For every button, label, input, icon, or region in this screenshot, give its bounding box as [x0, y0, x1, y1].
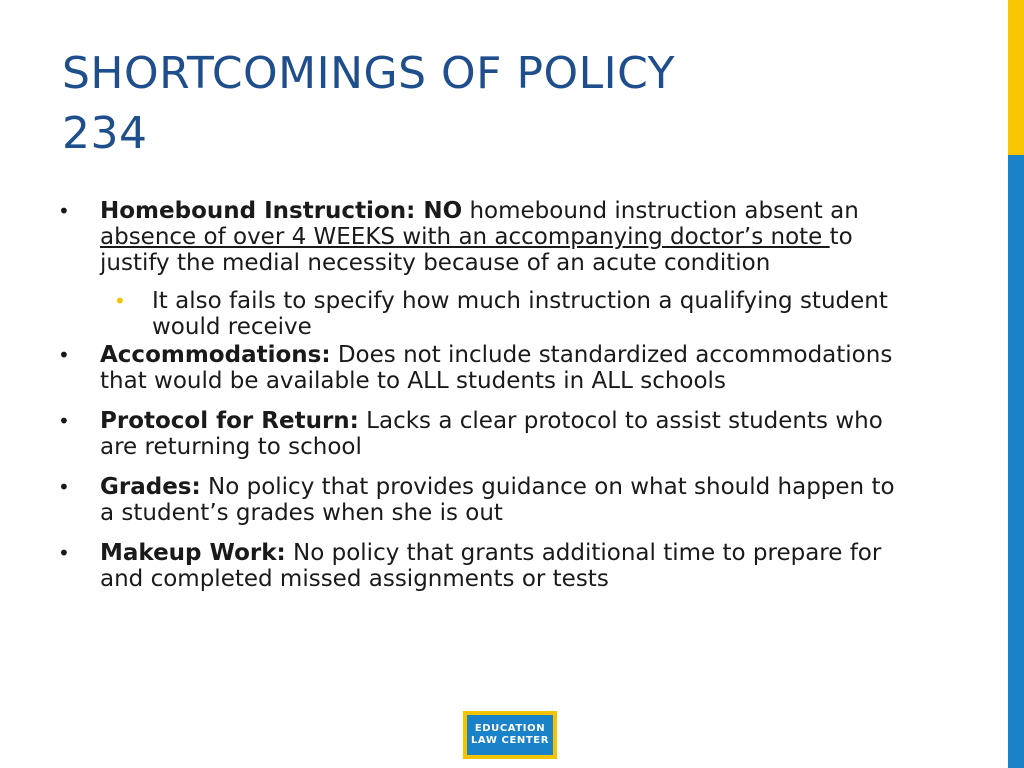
bullet-label: Makeup Work:: [100, 540, 286, 566]
bullet-homebound-instruction: [58, 198, 898, 340]
accent-stripe-blue: [1008, 155, 1024, 768]
bullet-protocol-for-return: [58, 408, 898, 460]
logo-line2: LAW CENTER: [470, 735, 550, 746]
bullet-makeup-work: [58, 540, 898, 592]
bullet-text-after: to justify the medial necessity because of an acute condition: [100, 224, 853, 276]
slide-title-line1: SHORTCOMINGS OF POLICY: [62, 48, 675, 99]
bullet-dot-icon: •: [58, 199, 70, 223]
bullet-grades: [58, 474, 898, 526]
bullet-dot-icon: •: [58, 409, 70, 433]
logo-line1: EDUCATION: [474, 723, 546, 734]
bullet-label: Grades:: [100, 474, 201, 500]
sub-bullet-text: It also fails to specify how much instruction a qualifying student would receive: [152, 288, 888, 340]
education-law-center-logo: [463, 711, 557, 759]
bullet-label: Protocol for Return:: [100, 408, 359, 434]
bullet-label: Homebound Instruction: NO: [100, 198, 463, 224]
accent-stripe-yellow: [1008, 0, 1024, 155]
bullet-accommodations: [58, 342, 898, 394]
bullet-dot-icon: •: [58, 343, 70, 367]
slide-title-line2: 234: [62, 108, 148, 159]
bullet-text: Does not include standardized accommodations that would be available to ALL students in ALL schools: [100, 342, 893, 394]
bullet-text: Lacks a clear protocol to assist students who are returning to school: [100, 408, 883, 460]
bullet-dot-icon: •: [58, 541, 70, 565]
bullet-label: Accommodations:: [100, 342, 331, 368]
bullet-text: No policy that provides guidance on what should happen to a student’s grades when she is out: [100, 474, 895, 526]
bullet-text: No policy that grants additional time to prepare for and completed missed assignments or tests: [100, 540, 882, 592]
bullet-text-underlined: absence of over 4 WEEKS with an accompanying doctor’s note: [100, 224, 830, 250]
slide-title: [62, 44, 675, 164]
sub-bullet-instruction-amount: [58, 288, 898, 340]
bullet-text: homebound instruction absent an: [462, 198, 859, 224]
bullet-dot-icon: •: [58, 475, 70, 499]
sub-bullet-dot-icon: •: [114, 289, 126, 313]
logo-inner: [467, 715, 553, 755]
bullet-list: [58, 198, 898, 606]
